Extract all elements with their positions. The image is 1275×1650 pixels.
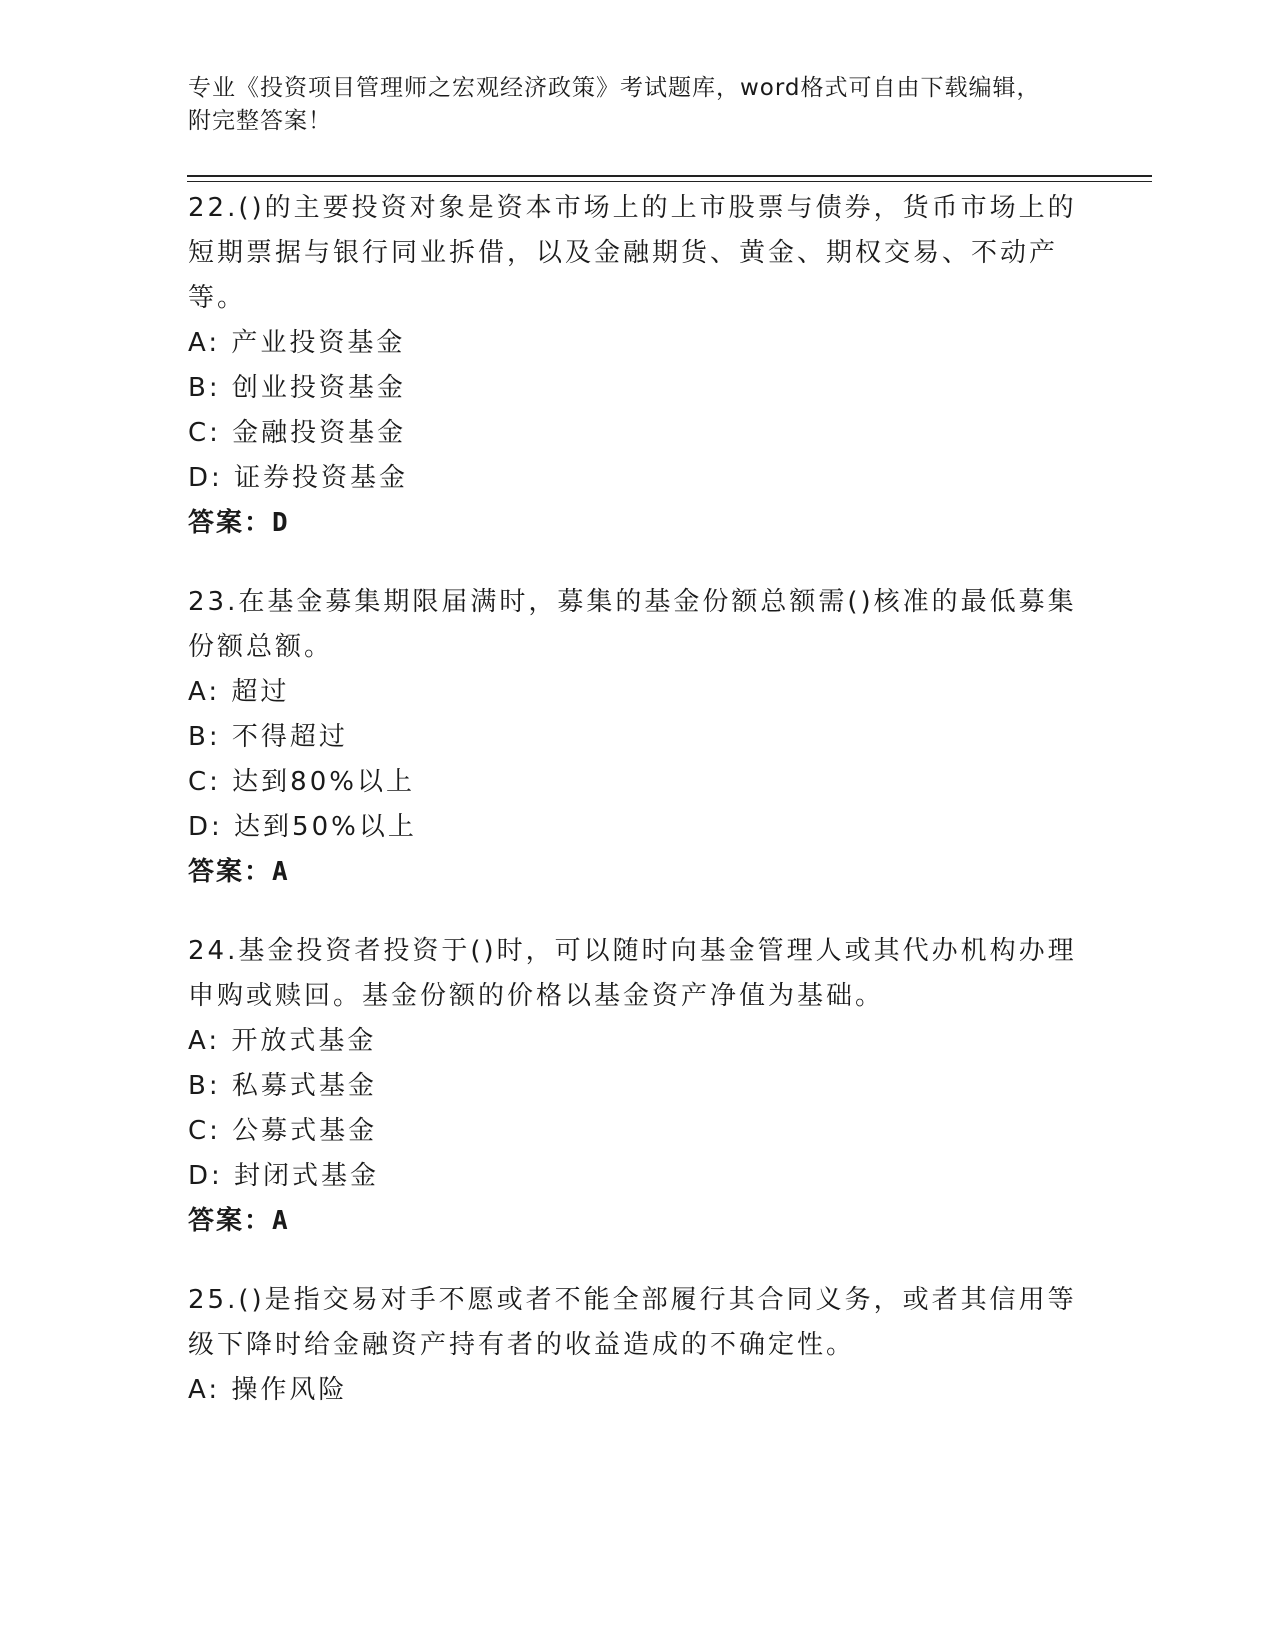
header-divider-thin — [187, 181, 1152, 182]
header-line-2: 附完整答案！ — [188, 108, 332, 134]
option-a: A: 开放式基金 — [188, 1026, 377, 1056]
option-c: C: 金融投资基金 — [188, 418, 407, 448]
option-c: C: 达到80%以上 — [188, 767, 415, 797]
question-24 — [188, 929, 1078, 1244]
question-22 — [188, 186, 1078, 546]
option-b: B: 私募式基金 — [188, 1071, 377, 1101]
option-d: D: 证券投资基金 — [188, 463, 409, 493]
answer-label: 答案： — [188, 508, 273, 538]
question-list — [188, 186, 1078, 1447]
header-divider-thick — [187, 175, 1152, 177]
option-b: B: 创业投资基金 — [188, 373, 406, 403]
answer-line — [188, 850, 1078, 895]
answer-line — [188, 501, 1078, 546]
question-stem: 24.基金投资者投资于()时，可以随时向基金管理人或其代办机构办理申购或赎回。基金份额的价格以基金资产净值为基础。 — [188, 936, 1077, 1011]
question-23 — [188, 580, 1078, 895]
answer-line — [188, 1199, 1078, 1244]
question-stem: 23.在基金募集期限届满时，募集的基金份额总额需()核准的最低募集份额总额。 — [188, 587, 1077, 662]
option-b: B: 不得超过 — [188, 722, 348, 752]
option-a: A: 产业投资基金 — [188, 328, 406, 358]
answer-value: A — [272, 857, 290, 887]
document-header — [188, 72, 1068, 138]
answer-label: 答案： — [188, 1206, 273, 1236]
answer-value: D — [272, 508, 290, 538]
option-a: A: 超过 — [188, 677, 290, 707]
question-stem: 22.()的主要投资对象是资本市场上的上市股票与债券，货币市场上的短期票据与银行同业拆借，以及金融期货、黄金、期权交易、不动产等。 — [188, 193, 1077, 313]
option-d: D: 封闭式基金 — [188, 1161, 380, 1191]
option-a: A: 操作风险 — [188, 1375, 348, 1405]
question-stem: 25.()是指交易对手不愿或者不能全部履行其合同义务，或者其信用等级下降时给金融资产持有者的收益造成的不确定性。 — [188, 1285, 1077, 1360]
header-line-1: 专业《投资项目管理师之宏观经济政策》考试题库，word格式可自由下载编辑， — [188, 75, 1041, 101]
question-25 — [188, 1278, 1078, 1413]
option-d: D: 达到50%以上 — [188, 812, 417, 842]
option-c: C: 公募式基金 — [188, 1116, 378, 1146]
answer-value: A — [272, 1206, 290, 1236]
answer-label: 答案： — [188, 857, 273, 887]
